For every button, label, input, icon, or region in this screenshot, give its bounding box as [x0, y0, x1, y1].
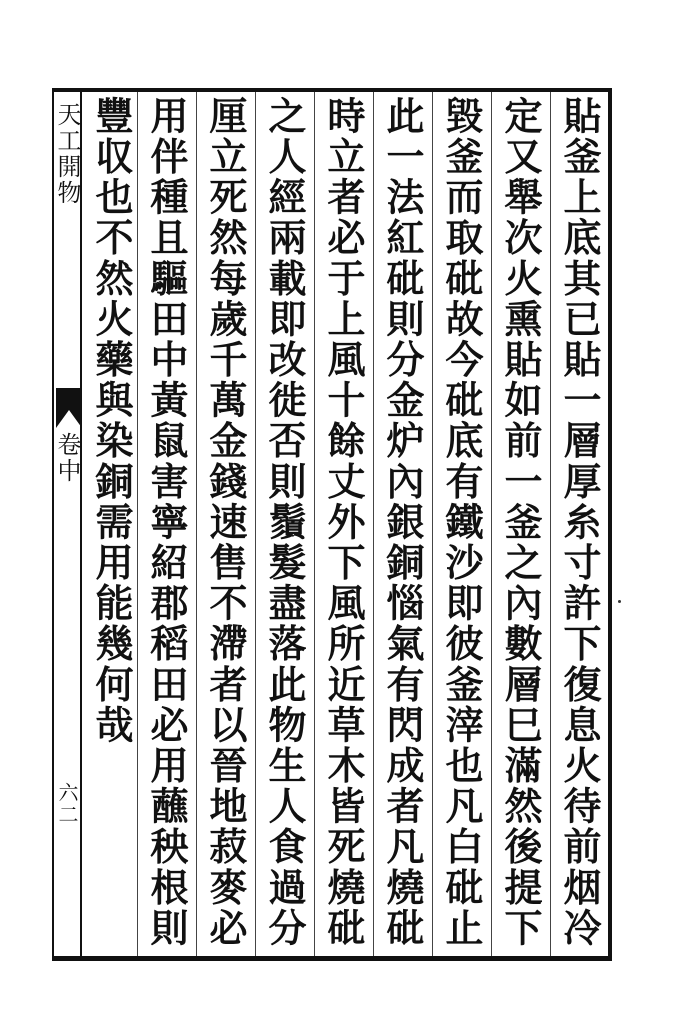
text-column-6: 之人經兩載即改徙否則鬚髮盡落此物生人食過分 — [262, 96, 307, 949]
text-column-1: 貼釜上底其已貼一層厚糸寸許下復息火待前烟冷 — [557, 96, 602, 949]
column-divider — [550, 92, 551, 956]
column-divider — [137, 92, 138, 956]
page-speck — [618, 600, 621, 603]
text-column-8: 用伴種且驅田中黃鼠害寧紹郡稻田必用蘸秧根則 — [144, 96, 189, 949]
text-column-9: 豐収也不然火藥與染銅需用能幾何哉 — [89, 96, 134, 746]
volume-label: 卷中 — [53, 432, 81, 484]
text-column-4: 此一法紅砒則分金炉內銀銅惱氣有閃成者凡燒砒 — [380, 96, 425, 949]
column-divider — [196, 92, 197, 956]
frame-bottom-rule — [52, 956, 612, 961]
column-divider — [314, 92, 315, 956]
text-column-7: 厘立死然每歲千萬金錢速售不滯者以晉地菽麥必 — [203, 96, 248, 949]
fishtail-mark — [56, 388, 82, 428]
text-column-2: 定又舉次火熏貼如前一釜之內數層巳滿然後提下 — [498, 96, 543, 949]
center-margin-strip — [54, 92, 82, 956]
margin-strip-rule — [80, 92, 82, 956]
book-title: 天工開物 — [53, 102, 81, 206]
frame-right-rule — [608, 88, 612, 961]
text-column-3: 毀釜而取砒故今砒底有鐵沙即彼釜滓也凡白砒止 — [439, 96, 484, 949]
column-divider — [432, 92, 433, 956]
frame-top-rule — [52, 88, 612, 92]
column-divider — [491, 92, 492, 956]
text-column-5: 時立者必于上風十餘丈外下風所近草木皆死燒砒 — [321, 96, 366, 949]
page-number: 六二 — [55, 782, 79, 826]
column-divider — [255, 92, 256, 956]
column-divider — [373, 92, 374, 956]
